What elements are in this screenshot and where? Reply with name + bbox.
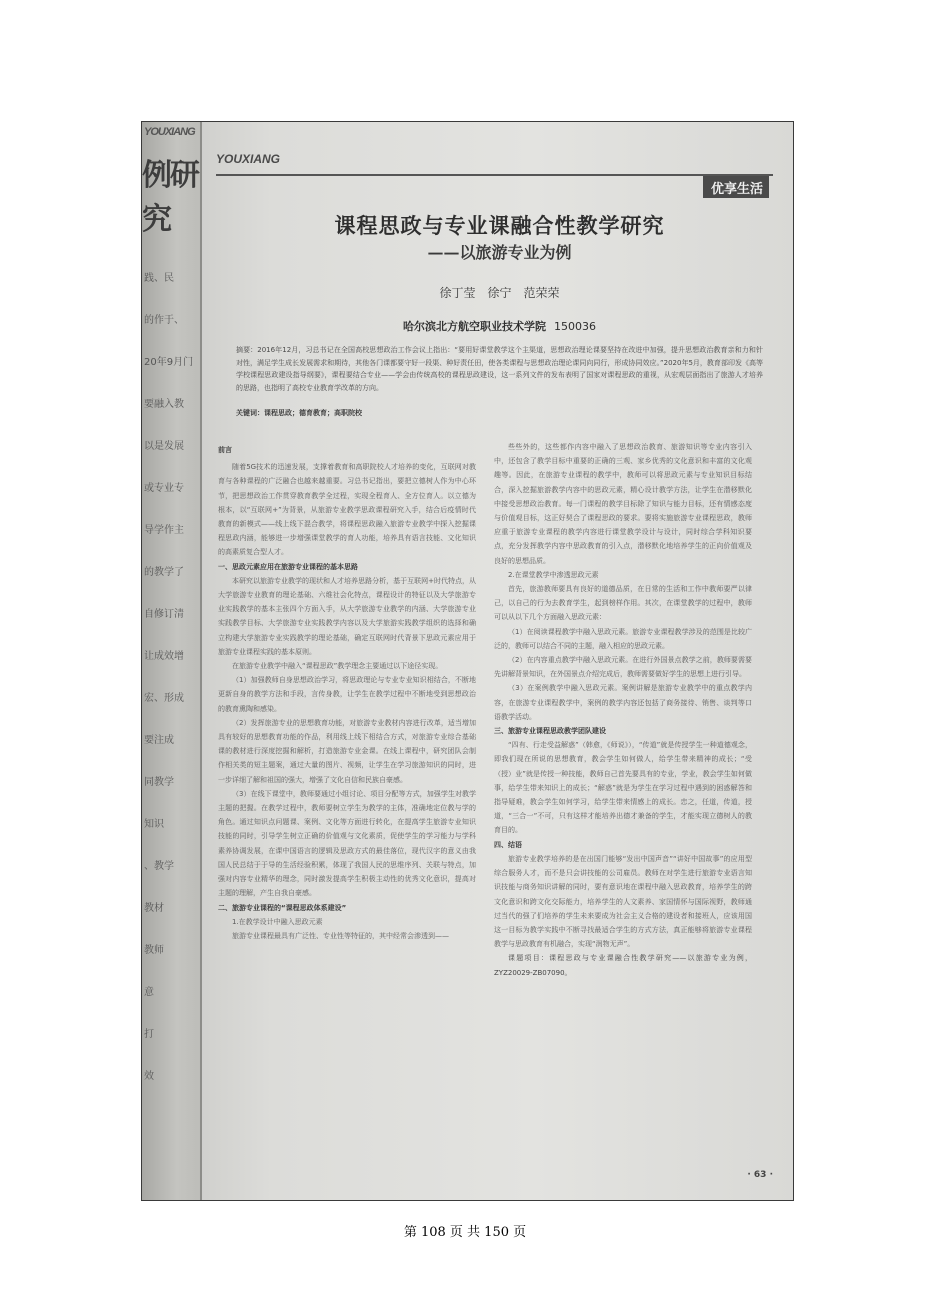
article-page (206, 122, 793, 1200)
right-column (494, 440, 752, 980)
header-rule (216, 174, 773, 176)
adjacent-page-fragment: 同教学 (144, 777, 174, 788)
body-paragraph: “四有、行走受益解惑”（韩愈，《师说》），“传道”就是传授学生一种道德观念，即我们现在所说的思想教育，教会学生如何做人，给学生带来精神的成长；“受（授）业”就是传授一种技能，教师自己首先要具有的专业，学业，教会学生如何做事，给学生带来知识上的成长；“解惑”就是为学生在学习过程中遇到的困惑解答和指导疑难，教会学生如何学习，给学生带来情感上的成长。忠之，任道，传道，授道，“三合一”不可，只有这样才能培养出德才兼备的学生，才能实现立德树人的教育目的。 (494, 741, 752, 835)
body-paragraph: 旅游专业教学培养的是在出国门能够“发出中国声音”“讲好中国故事”的应用型综合服务人才，而不是只会讲技能的公司雇员。教师在对学生进行旅游专业语言知识技能与商务知识讲解的同时，要有意识地在课程中融入思政教育，培养学生的跨文化意识和跨文化交际能力，培养学生的人文素养、家国情怀与国际视野，教师通过当代的强了们培养的学生未来要成为社会主义合格的建设者和接班人，应该用国这一目标为教学实践中不断寻找最适合学生的方式方法，真正能够将旅游专业课程教学与思政教育有机融合，实现“润物无声”。 (494, 854, 752, 949)
body-paragraph: 在旅游专业教学中融入“课程思政”教学理念主要通过以下途径实现。 (232, 662, 443, 671)
adjacent-page-fragment: 导学作主 (144, 525, 184, 536)
scanned-page-photo (141, 121, 794, 1201)
adjacent-page-fragment: 的教学了 (144, 567, 184, 578)
adjacent-page-fragment: 知识 (144, 819, 164, 830)
magazine-brand: YOUXIANG (216, 152, 281, 166)
adjacent-page-fragment: 打 (144, 1029, 154, 1040)
page-footer: 第 108 页 共 150 页 (403, 1225, 527, 1240)
page-number: · 63 · (747, 1170, 773, 1180)
article-authors: 徐丁莹 徐宁 范荣荣 (439, 286, 560, 300)
adjacent-page-fragment: 以是发展 (144, 441, 184, 452)
adjacent-page-fragment: 践、民 (144, 273, 174, 284)
adjacent-page-fragment: 要注成 (144, 735, 174, 746)
adjacent-page-fragment: 让成效增 (144, 651, 184, 662)
adjacent-page-fragment: 意 (144, 987, 154, 998)
section-tag: 优享生活 (703, 176, 769, 198)
left-column (218, 440, 476, 943)
list-item: （3）在案例教学中融入思政元素。案例讲解是旅游专业教学中的重点教学内容，在旅游专业课程教学中，案例的教学内容还包括了商务接待、销售、谈判等口语教学活动。 (494, 684, 752, 721)
adjacent-page-fragment: 要融入教 (144, 399, 184, 410)
adjacent-page-fragment: 、教学 (144, 861, 174, 872)
author-affiliation (206, 318, 793, 334)
list-item: （1）加强教师自身思想政治学习，将思政理论与专业专业知识相结合，不断地更新自身的教学方法和手段，言传身教，让学生在教学过程中不断地受到思想政治的教育熏陶和感染。 (218, 676, 476, 713)
adjacent-page-fragment: 自修订清 (144, 609, 184, 620)
affiliation-postcode: 150036 (554, 320, 596, 333)
adjacent-page-title: 例研究 (142, 158, 198, 237)
body-paragraph: 些些外的，这些都作内容中融入了思想政治教育、旅游知识等专业内容引入中，还包含了教学目标中重要的正确的三观、家乡优秀的文化意识和丰富的文化观趣等。因此，在旅游专业课程的教学中，教师可以将思政元素与专业知识目标结合，深入挖掘旅游教学内容中的思政元素，精心设计教学方法，让学生在潜移默化中接受思想政治教育。每一门课程的教学目标除了知识与能力目标，还有情感态度与价值观目标，这正好契合了课程思政的要求。要将实施旅游专业课程思政，教师应重于旅游专业课程的教学内容进行课堂教学设计与设计，同时综合学科知识要点，充分发挥教学内容中思政教育的引入点，潜移默化地培养学生的正向价值观及良好的思想品质。 (494, 443, 752, 565)
adjacent-page-fragment: 教师 (144, 945, 164, 956)
section-heading: 三、旅游专业课程思政教学团队建设 (494, 727, 606, 736)
list-item: （1）在阅读课程教学中融入思政元素。旅游专业课程教学涉及的范围是比较广泛的，教师可以结合不同的主题，融入相应的思政元素。 (494, 627, 752, 650)
article-title: 课程思政与专业课融合性教学研究 (334, 213, 665, 238)
adjacent-page-fragment: 效 (144, 1071, 154, 1082)
article-keywords: 关键词：课程思政；德育教育；高职院校 (236, 409, 362, 417)
adjacent-page-edge (142, 122, 202, 1200)
section-heading: 四、结语 (494, 840, 522, 849)
body-paragraph: 旅游专业课程最具有广泛性、专业性等特征的，其中经常会渗透到—— (232, 931, 449, 940)
article-abstract: 摘要：2016年12月，习总书记在全国高校思想政治工作会议上指出：“要用好课堂教学这个主渠道，思想政治理论课要坚持在改进中加强，提升思想政治教育亲和力和针对性，满足学生成长发展需求和期待，其他各门课都要守好一段渠、种好责任田，使各类课程与思想政治理论课同向同行，形成协同效应。”2020年5月，教育部印发《高等学校课程思政建设指导纲要》，课程要结合专业——学会由传统高校的课程思政建设，这一系列文件的发布表明了国家对课程思政的重视，从宏观层面指出了旅游人才培养的思路，也指明了高校专业教育学改革的方向。 (236, 346, 763, 392)
body-paragraph: 本研究以旅游专业教学的现状和人才培养思路分析，基于互联网+时代特点，从大学旅游专业教育的理论基础、六维社会化特点，课程设计的特征以及大学旅游专业实践教学的基本主张四个方面入手，从大学旅游专业教学的内涵、大学旅游专业实践教学目标、大学旅游专业实践教学内容以及大学旅游实践教学组织的选择和确立构建大学旅游专业实践教学的理论基础，确定互联网时代背景下思政元素应用于旅游专业课程实践的基本原则。 (218, 576, 476, 656)
list-item: （3）在线下课堂中，教师要通过小组讨论、项目分配等方式，加强学生对教学主题的把握。在教学过程中，教师要树立学生为教学的主体，准确地定位教与学的角色。通过知识点问题课、案例、文化等方面进行转化，在提高学生旅游专业知识技能的同时，引导学生树立正确的价值观与文化素质，促使学生的学习能力与学科素养协调发展，在课中国语言的逻辑及思政方式的最佳落位，现代汉字的意义由我国人民总结于于导的生活经验积累，体现了我国人民的思维序列、关联与特点，加强对内容专业精华的理念，同时激发提高学生积极主动性的优秀文化意识，提高对主题的理解，产生自我自豪感。 (218, 789, 476, 898)
article-subtitle: ——以旅游专业为例 (427, 243, 572, 262)
list-item: （2）在内容重点教学中融入思政元素。在进行外国景点教学之前，教师要需要先讲解背景知识，在外国景点介绍完成后，教师需要做好学生的思想上进行引导。 (494, 656, 752, 679)
subsection-heading: 1.在教学设计中融入思政元素 (232, 917, 323, 926)
adjacent-page-fragment: 20年9月门 (144, 357, 194, 368)
intro-heading: 前言 (218, 446, 232, 454)
adjacent-page-fragment: 或专业专 (144, 483, 184, 494)
adjacent-page-fragment: 教材 (144, 903, 164, 914)
affiliation-name: 哈尔滨北方航空职业技术学院 (403, 320, 546, 333)
subsection-heading: 2.在课堂教学中渗透思政元素 (508, 570, 599, 579)
fund-note: 课题项目：课程思政与专业课融合性教学研究——以旅游专业为例，ZYZ20029-ZB07090。 (494, 954, 752, 977)
adjacent-page-fragment: 的作于、 (144, 315, 184, 326)
adjacent-page-fragment: 宏、形成 (144, 693, 184, 704)
intro-paragraph: 随着5G技术的迅速发展，支撑着教育和高职院校人才培养的变化，互联网对教育与各种课程的广泛融合也越来越重要。习总书记指出，要把立德树人作为中心环节，把思想政治工作贯穿教育教学全过程，实现全程育人、全方位育人。以立德为根本，以“互联网+”为背景，从旅游专业教学思政课程研究入手，结合后疫情时代教育的新模式——线上线下混合教学，将课程思政融入旅游专业教学中探入挖掘课程思政内涵，能够进一步增强课堂教学的育人功能，培养具有语言技能、文化知识的高素质复合型人才。 (218, 463, 476, 557)
list-item: （2）发挥旅游专业的思想教育功能，对旅游专业教材内容进行改革，适当增加具有较好的思想教育功能的作品，利用线上线下相结合方式，对旅游专业综合基础课的教材进行深度挖掘和解析，打造旅游专业金课。在线上课程中，研究团队会制作相关类的短主题案，通过大量的图片、视频，让学生在学习旅游知识的同时，进一步详细了解和祖国的强大，增强了文化自信和民族自豪感。 (218, 718, 476, 784)
body-paragraph: 首先，旅游教师要具有良好的道德品质，在日常的生活和工作中教师要严以律己，以自己的行为去教育学生，起到榜样作用。其次，在课堂教学的过程中，教师可以从以下几个方面融入思政元素： (494, 585, 752, 622)
adjacent-page-header: YOUXIANG (144, 126, 195, 138)
section-heading: 二、旅游专业课程的“课程思政体系建设” (218, 903, 347, 912)
section-heading: 一、思政元素应用在旅游专业课程的基本思路 (218, 562, 358, 571)
